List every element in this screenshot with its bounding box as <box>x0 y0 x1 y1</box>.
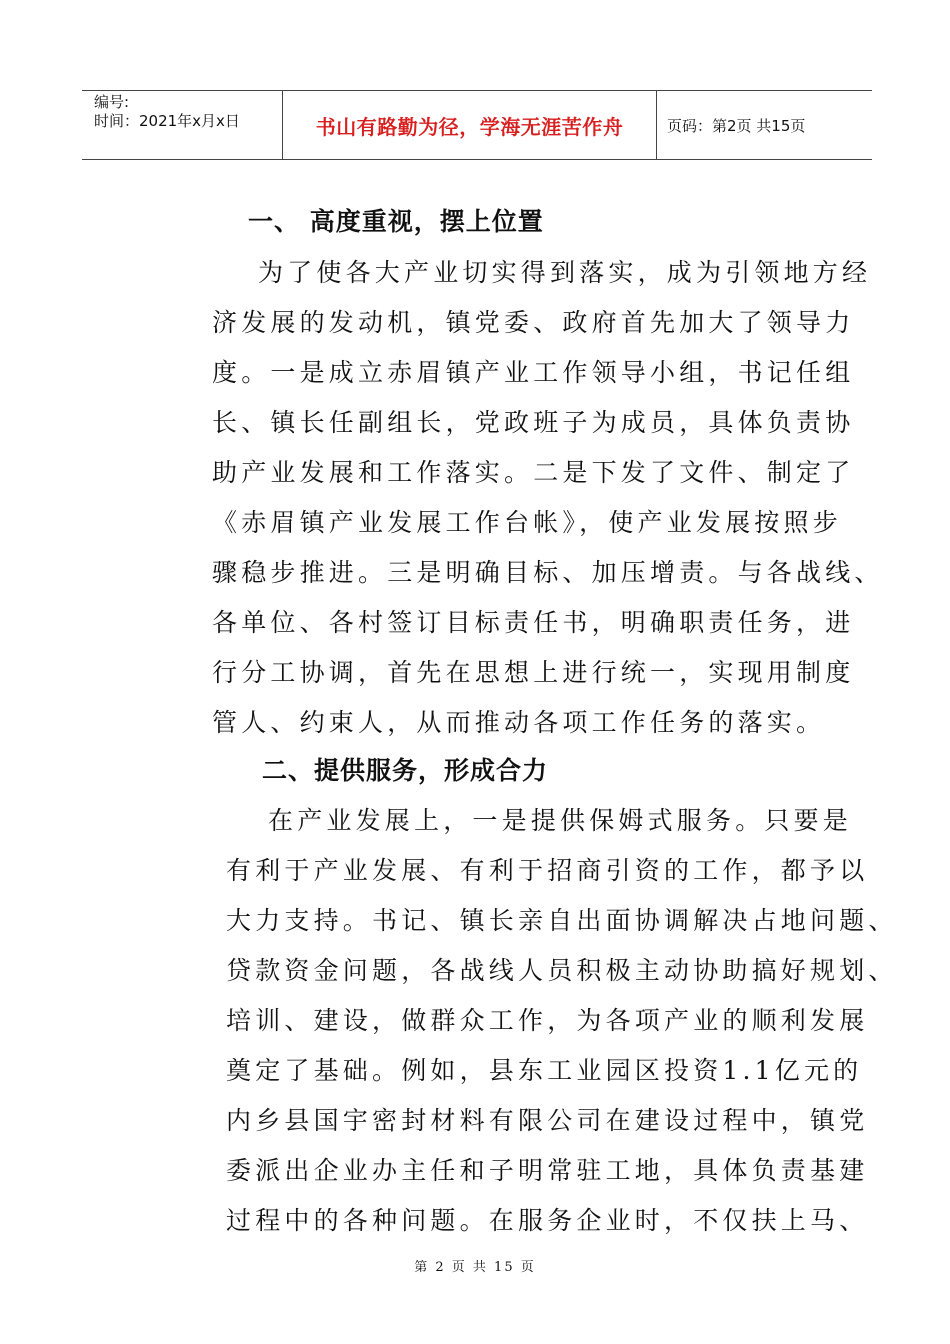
paragraph-line: 为了使各大产业切实得到落实，成为引领地方经 <box>258 258 872 287</box>
paragraph-line: 管人、约束人，从而推动各项工作任务的落实。 <box>212 708 826 737</box>
time-label: 时间：2021年x月x日 <box>94 112 240 130</box>
paragraph-line: 《赤眉镇产业发展工作台帐》，使产业发展按照步 <box>212 508 842 537</box>
paragraph-line: 内乡县国宇密封材料有限公司在建设过程中，镇党 <box>226 1106 869 1135</box>
paragraph-line: 奠定了基础。例如，县东工业园区投资1.1亿元的 <box>226 1056 863 1085</box>
page-footer: 第 2 页 共 15 页 <box>414 1260 536 1275</box>
paragraph-line: 助产业发展和工作落实。二是下发了文件、制定了 <box>212 458 855 487</box>
number-label: 编号: <box>94 93 130 111</box>
paragraph-line: 大力支持。书记、镇长亲自出面协调解决占地问题、 <box>226 906 898 935</box>
paragraph-line: 委派出企业办主任和子明常驻工地，具体负责基建 <box>226 1156 869 1185</box>
paragraph-line: 度。一是成立赤眉镇产业工作领导小组，书记任组 <box>212 358 855 387</box>
header-page-info: 页码：第2页 共15页 <box>667 116 806 135</box>
header-motto: 书山有路勤为径，学海无涯苦作舟 <box>283 91 657 159</box>
paragraph-line: 行分工协调，首先在思想上进行统一，实现用制度 <box>212 658 855 687</box>
paragraph-line: 培训、建设，做群众工作，为各项产业的顺利发展 <box>226 1006 869 1035</box>
paragraph-line: 在产业发展上，一是提供保姆式服务。只要是 <box>268 806 853 835</box>
paragraph-line: 贷款资金问题，各战线人员积极主动协助搞好规划、 <box>226 956 898 985</box>
document-header <box>82 90 872 160</box>
section-heading-1: 一、 高度重视，摆上位置 <box>248 207 544 236</box>
section-heading-2: 二、提供服务，形成合力 <box>262 756 549 785</box>
paragraph-line: 济发展的发动机，镇党委、政府首先加大了领导力 <box>212 308 855 337</box>
paragraph-line: 长、镇长任副组长，党政班子为成员，具体负责协 <box>212 408 855 437</box>
paragraph-line: 过程中的各种问题。在服务企业时，不仅扶上马、 <box>226 1206 869 1235</box>
paragraph-line: 各单位、各村签订目标责任书，明确职责任务，进 <box>212 608 855 637</box>
header-meta <box>82 91 283 159</box>
paragraph-line: 骤稳步推进。三是明确目标、加压增责。与各战线、 <box>212 558 884 587</box>
paragraph-line: 有利于产业发展、有利于招商引资的工作，都予以 <box>226 856 869 885</box>
